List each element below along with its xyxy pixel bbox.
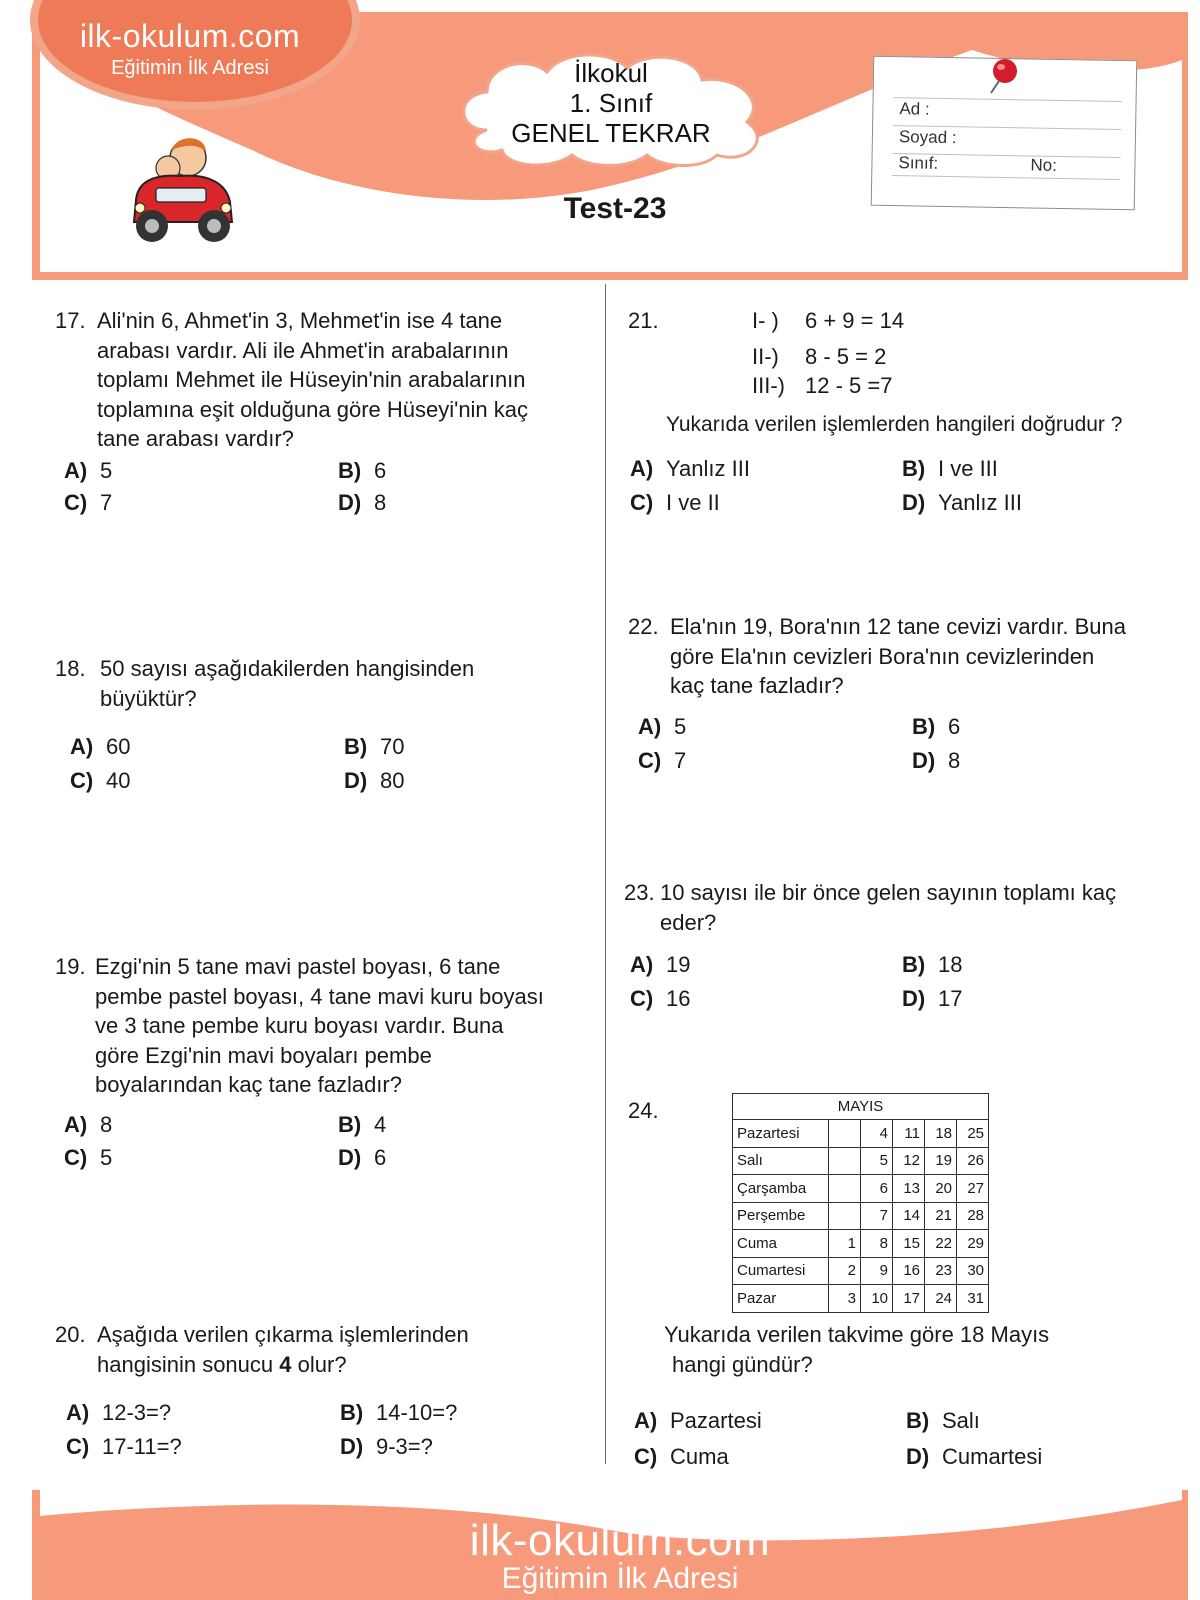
option-value: 70 xyxy=(380,734,405,759)
question-24-text xyxy=(664,1320,1049,1379)
question-line: pembe pastel boyası, 4 tane mavi kuru boyası xyxy=(95,983,544,1009)
calendar-date: 26 xyxy=(957,1147,989,1175)
q21-expr-3: 12 - 5 =7 xyxy=(805,373,893,398)
calendar-date: 5 xyxy=(861,1147,893,1175)
option-value: 5 xyxy=(674,714,687,739)
option-value: 60 xyxy=(106,734,131,759)
cloud-line-grade: 1. Sınıf xyxy=(569,88,653,118)
class-label: Sınıf: xyxy=(898,153,939,173)
option-20-a[interactable] xyxy=(66,1400,171,1426)
question-line: ve 3 tane pembe kuru boyası vardır. Buna xyxy=(95,1013,504,1038)
option-value: 80 xyxy=(380,768,405,793)
option-18-b[interactable] xyxy=(344,734,404,760)
option-letter: C) xyxy=(634,1444,658,1469)
calendar-day: Cuma xyxy=(733,1230,829,1258)
question-21 xyxy=(628,306,659,336)
option-letter: A) xyxy=(64,458,88,483)
option-18-c[interactable] xyxy=(70,768,130,794)
footer-tagline: Eğitimin İlk Adresi xyxy=(501,1562,739,1595)
logo[interactable] xyxy=(40,18,340,80)
option-value: I ve II xyxy=(666,490,720,515)
calendar-date: 28 xyxy=(957,1202,989,1230)
option-letter: A) xyxy=(634,1408,658,1433)
q21-item-3 xyxy=(752,371,785,401)
option-value: 8 xyxy=(374,490,387,515)
option-value: 9-3=? xyxy=(376,1434,433,1459)
question-19-text xyxy=(95,952,544,1100)
question-line: boyalarından kaç tane fazladır? xyxy=(95,1072,402,1097)
option-letter: C) xyxy=(64,490,88,515)
option-23-a[interactable] xyxy=(630,952,690,978)
calendar-date: 19 xyxy=(925,1147,957,1175)
question-line: eder? xyxy=(660,909,717,935)
calendar-date: 21 xyxy=(925,1202,957,1230)
name-label: Ad : xyxy=(899,99,930,119)
question-line: toplamına eşit olduğuna göre Hüseyi'nin kaç xyxy=(97,396,529,422)
question-18-text xyxy=(100,654,474,713)
calendar-day: Pazartesi xyxy=(733,1120,829,1148)
option-23-b[interactable] xyxy=(902,952,962,978)
question-line: toplamı Mehmet ile Hüseyin'nin arabalarının xyxy=(97,367,526,392)
option-letter: B) xyxy=(902,952,926,977)
question-17-text xyxy=(97,306,528,454)
option-letter: D) xyxy=(344,768,368,793)
question-line: Ela'nın 19, Bora'nın 12 tane cevizi vardır. Buna xyxy=(670,614,1127,639)
question-20-text xyxy=(97,1320,469,1379)
option-letter: B) xyxy=(340,1400,364,1425)
option-17-a[interactable] xyxy=(64,458,112,484)
calendar-row xyxy=(733,1120,989,1148)
number-label: No: xyxy=(1030,155,1058,175)
option-value: Yanlız III xyxy=(666,456,750,481)
option-19-b[interactable] xyxy=(338,1112,386,1138)
option-value: 14-10=? xyxy=(376,1400,458,1425)
option-18-a[interactable] xyxy=(70,734,130,760)
calendar-date: 20 xyxy=(925,1175,957,1203)
option-letter: B) xyxy=(912,714,936,739)
option-17-d[interactable] xyxy=(338,490,386,516)
calendar-date: 29 xyxy=(957,1230,989,1258)
calendar-day: Salı xyxy=(733,1147,829,1175)
option-letter: C) xyxy=(630,986,654,1011)
question-line xyxy=(97,1350,469,1380)
option-22-a[interactable] xyxy=(638,714,686,740)
calendar-date xyxy=(829,1120,861,1148)
option-value: I ve III xyxy=(938,456,998,481)
option-letter: A) xyxy=(64,1112,88,1137)
option-value: 16 xyxy=(666,986,691,1011)
calendar-date: 17 xyxy=(893,1285,925,1313)
option-value: 7 xyxy=(100,490,113,515)
calendar-date: 11 xyxy=(893,1120,925,1148)
question-line: kaç tane fazladır? xyxy=(670,673,844,698)
calendar-date xyxy=(829,1175,861,1203)
option-22-d[interactable] xyxy=(912,748,960,774)
calendar-row xyxy=(733,1202,989,1230)
option-20-d[interactable] xyxy=(340,1434,433,1460)
q21-question: Yukarıda verilen işlemlerden hangileri doğrudur ? xyxy=(666,413,1123,436)
calendar-date: 27 xyxy=(957,1175,989,1203)
question-line: büyüktür? xyxy=(100,685,197,711)
option-letter: C) xyxy=(66,1434,90,1459)
question-number: 18. xyxy=(55,656,86,681)
calendar-day: Perşembe xyxy=(733,1202,829,1230)
option-value: 8 xyxy=(948,748,961,773)
option-value: 18 xyxy=(938,952,963,977)
q21-expr-2: 8 - 5 = 2 xyxy=(805,344,887,369)
roman-numeral: II-) xyxy=(752,344,779,369)
option-value: Yanlız III xyxy=(938,490,1022,515)
option-19-c[interactable] xyxy=(64,1145,112,1171)
calendar-day: Pazar xyxy=(733,1285,829,1313)
option-18-d[interactable] xyxy=(344,768,404,794)
option-value: 17-11=? xyxy=(102,1434,182,1459)
option-letter: D) xyxy=(902,986,926,1011)
option-letter: C) xyxy=(70,768,94,793)
option-letter: B) xyxy=(338,1112,362,1137)
question-line: Yukarıda verilen takvime göre 18 Mayıs xyxy=(664,1322,1050,1347)
logo-site: ilk-okulum.com xyxy=(79,18,301,54)
question-line: Ezgi'nin 5 tane mavi pastel boyası, 6 tane xyxy=(95,954,501,979)
calendar-date: 7 xyxy=(861,1202,893,1230)
option-21-b[interactable] xyxy=(902,456,998,482)
question-line: arabası vardır. Ali ile Ahmet'in arabalarının xyxy=(97,337,509,363)
calendar-date: 1 xyxy=(829,1230,861,1258)
cloud-title xyxy=(447,58,775,148)
option-21-c[interactable] xyxy=(630,490,720,516)
option-24-a[interactable] xyxy=(634,1408,762,1434)
question-22 xyxy=(628,612,659,642)
option-letter: D) xyxy=(912,748,936,773)
test-title: Test-23 xyxy=(563,192,667,225)
option-letter: C) xyxy=(630,490,654,515)
option-letter: A) xyxy=(66,1400,90,1425)
question-line: göre Ezgi'nin mavi boyaları pembe xyxy=(95,1042,432,1068)
option-value: 17 xyxy=(938,986,963,1011)
option-19-a[interactable] xyxy=(64,1112,112,1138)
option-21-d[interactable] xyxy=(902,490,1022,516)
option-23-c[interactable] xyxy=(630,986,690,1012)
car-mascot-icon xyxy=(126,130,238,248)
roman-numeral: III-) xyxy=(752,373,785,398)
calendar-date: 9 xyxy=(861,1257,893,1285)
option-value: 4 xyxy=(374,1112,387,1137)
option-letter: D) xyxy=(338,490,362,515)
question-line: tane arabası vardır? xyxy=(97,426,294,451)
column-divider xyxy=(605,284,606,1464)
option-letter: D) xyxy=(902,490,926,515)
option-24-c[interactable] xyxy=(634,1444,729,1470)
option-24-d[interactable] xyxy=(906,1444,1042,1470)
q21-item-1 xyxy=(752,306,779,336)
option-17-b[interactable] xyxy=(338,458,386,484)
option-letter: A) xyxy=(630,456,654,481)
calendar-month: MAYIS xyxy=(733,1094,989,1120)
question-emphasis: 4 xyxy=(279,1351,292,1377)
roman-numeral: I- ) xyxy=(752,308,779,333)
calendar-date: 18 xyxy=(925,1120,957,1148)
question-number: 21. xyxy=(628,308,659,333)
option-letter: D) xyxy=(340,1434,364,1459)
option-19-d[interactable] xyxy=(338,1145,386,1171)
calendar-date: 24 xyxy=(925,1285,957,1313)
question-line: Ali'nin 6, Ahmet'in 3, Mehmet'in ise 4 tane xyxy=(97,308,503,333)
calendar-date: 22 xyxy=(925,1230,957,1258)
option-value: Salı xyxy=(942,1408,980,1433)
question-fragment: hangisinin sonucu xyxy=(97,1351,274,1377)
calendar-date: 31 xyxy=(957,1285,989,1313)
calendar-date: 4 xyxy=(861,1120,893,1148)
calendar-row xyxy=(733,1257,989,1285)
question-number: 24. xyxy=(628,1098,659,1123)
calendar-date xyxy=(829,1147,861,1175)
question-line: 10 sayısı ile bir önce gelen sayının toplamı kaç xyxy=(660,880,1117,905)
option-letter: B) xyxy=(902,456,926,481)
option-value: 6 xyxy=(374,1145,387,1170)
option-value: 5 xyxy=(100,458,113,483)
calendar-date: 8 xyxy=(861,1230,893,1258)
calendar-date: 12 xyxy=(893,1147,925,1175)
calendar-date: 14 xyxy=(893,1202,925,1230)
option-value: 6 xyxy=(948,714,961,739)
calendar-row xyxy=(733,1175,989,1203)
question-17 xyxy=(55,306,86,336)
option-letter: A) xyxy=(638,714,662,739)
option-23-d[interactable] xyxy=(902,986,962,1012)
calendar-date: 13 xyxy=(893,1175,925,1203)
option-20-c[interactable] xyxy=(66,1434,182,1460)
option-letter: D) xyxy=(338,1145,362,1170)
option-21-a[interactable] xyxy=(630,456,750,482)
question-number: 17. xyxy=(55,308,86,333)
option-value: Cumartesi xyxy=(942,1444,1043,1469)
calendar-date: 16 xyxy=(893,1257,925,1285)
cloud-line-subject: GENEL TEKRAR xyxy=(511,118,711,148)
option-value: 7 xyxy=(674,748,687,773)
question-24 xyxy=(628,1096,659,1126)
option-value: 19 xyxy=(666,952,691,977)
cloud-line-school: İlkokul xyxy=(574,58,648,88)
option-value: 40 xyxy=(106,768,131,793)
surname-label: Soyad : xyxy=(898,127,957,148)
option-letter: C) xyxy=(64,1145,88,1170)
option-letter: B) xyxy=(344,734,368,759)
question-number: 19. xyxy=(55,954,86,979)
calendar-date: 2 xyxy=(829,1257,861,1285)
option-letter: D) xyxy=(906,1444,930,1469)
footer-logo[interactable] xyxy=(400,1516,840,1596)
calendar-day: Çarşamba xyxy=(733,1175,829,1203)
question-fragment: olur? xyxy=(297,1351,347,1377)
push-pin-icon xyxy=(985,55,1021,95)
option-value: 5 xyxy=(100,1145,113,1170)
question-line: 50 sayısı aşağıdakilerden hangisinden xyxy=(100,656,475,681)
question-number: 23. xyxy=(624,880,655,905)
logo-tagline: Eğitimin İlk Adresi xyxy=(111,57,269,79)
question-line: Aşağıda verilen çıkarma işlemlerinden xyxy=(97,1322,469,1347)
calendar-row xyxy=(733,1147,989,1175)
calendar-row xyxy=(733,1230,989,1258)
option-20-b[interactable] xyxy=(340,1400,457,1426)
question-18 xyxy=(55,654,86,684)
question-line: hangi gündür? xyxy=(672,1351,813,1377)
option-letter: A) xyxy=(630,952,654,977)
question-19 xyxy=(55,952,86,982)
option-24-b[interactable] xyxy=(906,1408,980,1434)
question-23 xyxy=(624,878,655,908)
calendar-date: 10 xyxy=(861,1285,893,1313)
calendar-date xyxy=(829,1202,861,1230)
question-number: 22. xyxy=(628,614,659,639)
calendar-date: 15 xyxy=(893,1230,925,1258)
calendar-row xyxy=(733,1285,989,1313)
q21-item-2 xyxy=(752,342,779,372)
q21-expr-1: 6 + 9 = 14 xyxy=(805,308,905,333)
calendar-date: 6 xyxy=(861,1175,893,1203)
question-line: göre Ela'nın cevizleri Bora'nın cevizlerinden xyxy=(670,643,1095,669)
option-22-c[interactable] xyxy=(638,748,686,774)
calendar-date: 23 xyxy=(925,1257,957,1285)
question-23-text xyxy=(660,878,1116,937)
option-letter: A) xyxy=(70,734,94,759)
option-value: Pazartesi xyxy=(670,1408,762,1433)
footer-site: ilk-okulum.com xyxy=(469,1516,771,1565)
calendar-date: 25 xyxy=(957,1120,989,1148)
option-value: 12-3=? xyxy=(102,1400,172,1425)
calendar-date: 3 xyxy=(829,1285,861,1313)
calendar-date: 30 xyxy=(957,1257,989,1285)
option-value: 8 xyxy=(100,1112,113,1137)
question-number: 20. xyxy=(55,1322,86,1347)
option-letter: B) xyxy=(906,1408,930,1433)
question-22-text xyxy=(670,612,1126,701)
option-letter: B) xyxy=(338,458,362,483)
may-calendar-table xyxy=(732,1093,989,1313)
option-letter: C) xyxy=(638,748,662,773)
option-value: 6 xyxy=(374,458,387,483)
option-value: Cuma xyxy=(670,1444,729,1469)
option-17-c[interactable] xyxy=(64,490,112,516)
option-22-b[interactable] xyxy=(912,714,960,740)
question-20 xyxy=(55,1320,86,1350)
calendar-day: Cumartesi xyxy=(733,1257,829,1285)
